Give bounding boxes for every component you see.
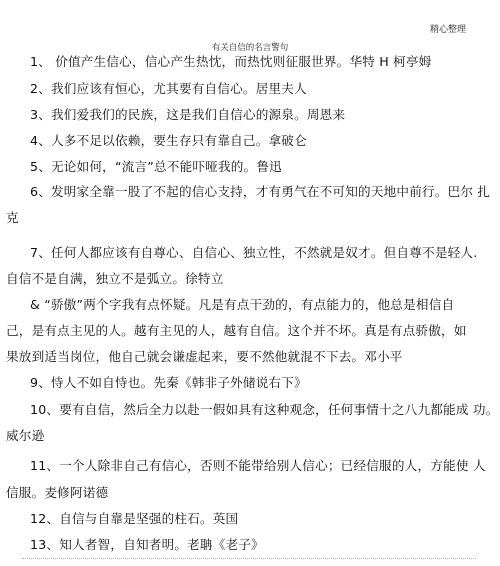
quote-line-6-cont: 克 bbox=[6, 210, 19, 225]
document-title: 有关自信的名言警句 bbox=[211, 43, 289, 53]
quote-line-1: 1、 价值产生信心，信心产生热忱，而热忱则征服世界。华特 H 柯亭姆 bbox=[30, 54, 432, 69]
quote-line-8-cont-1: 己，是有点主见的人。越有主见的人，越有自信。这个并不坏。真是有点骄傲，如 bbox=[6, 323, 467, 338]
quote-line-13: 13、知人者智，自知者明。老聃《老子》 bbox=[30, 537, 264, 552]
quote-line-4: 4、人多不足以依赖，要生存只有靠自己。拿破仑 bbox=[30, 133, 307, 148]
quote-line-8: & “骄傲”两个字我有点怀疑。凡是有点干劲的，有点能力的，他总是相信自 bbox=[30, 297, 455, 312]
quote-line-6: 6、发明家全靠一股了不起的信心支持，才有勇气在不可知的天地中前行。巴尔 扎 bbox=[30, 184, 491, 199]
quote-line-9: 9、恃人不如自恃也。先秦《韩非子外储说右下》 bbox=[30, 375, 307, 390]
quote-line-3: 3、我们爱我们的民族，这是我们自信心的源泉。周恩来 bbox=[30, 107, 346, 122]
quote-line-11: 11、一个人除非自己有信心，否则不能带给别人信心；已经信服的人，方能使 人 bbox=[30, 458, 486, 473]
quote-line-10-cont: 威尔逊 bbox=[6, 428, 45, 443]
quote-line-10: 10、要有自信，然后全力以赴一假如具有这种观念，任何事情十之八九都能成 功。 bbox=[30, 402, 499, 417]
quote-line-2: 2、我们应该有恒心，尤其要有自信心。居里夫人 bbox=[30, 81, 307, 96]
quote-line-11-cont: 信服。麦修阿诺德 bbox=[6, 485, 109, 500]
quote-line-8-cont-2: 果放到适当岗位，他自己就会谦虚起来，要不然他就混不下去。邓小平 bbox=[6, 349, 403, 364]
page-divider bbox=[22, 558, 476, 559]
header-label: 精心整理 bbox=[429, 25, 466, 35]
quote-line-12: 12、自信与自靠是坚强的柱石。英国 bbox=[30, 511, 239, 526]
quote-line-7-cont: 自信不是自满，独立不是弧立。徐特立 bbox=[6, 271, 224, 286]
quote-line-7: 7、任何人都应该有自尊心、自信心、独立性，不然就是奴才。但自尊不是轻人. bbox=[30, 245, 478, 260]
quote-line-5: 5、无论如何，“流言”总不能吓哑我的。鲁迅 bbox=[30, 159, 282, 174]
